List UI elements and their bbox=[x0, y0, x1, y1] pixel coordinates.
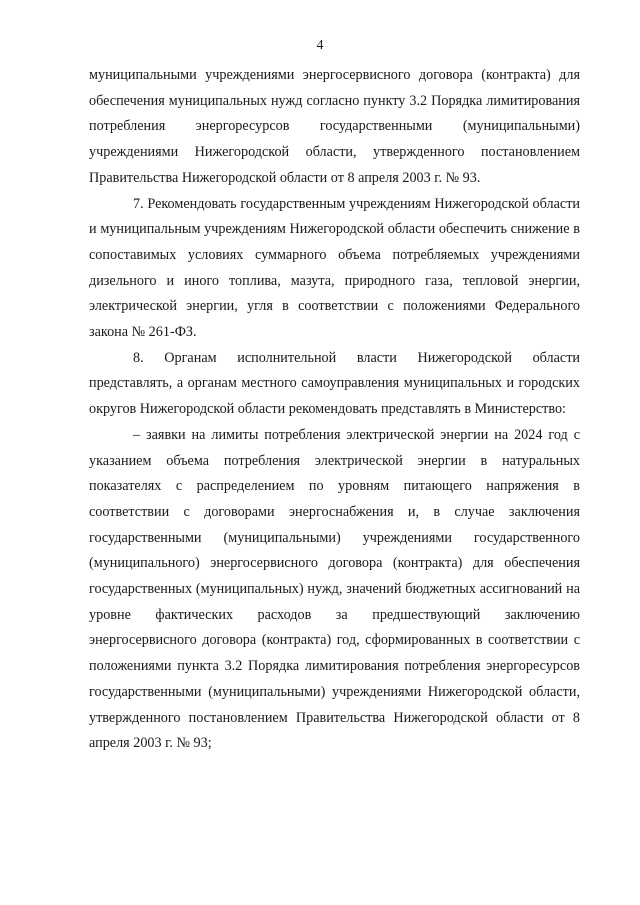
paragraph-continuation: муниципальными учреждениями энергосервисного договора (контракта) для обеспечения муниципальных нужд согласно пункту 3.2 Порядка лимитирования потребления энергоресурсов государственными (муниципальными) учреждениями Нижегородской области, утвержденного постановлением Правительства Нижегородской области от 8 апреля 2003 г. № 93. bbox=[89, 67, 580, 186]
page-number: 4 bbox=[316, 38, 324, 53]
paragraph-item-8: 8. Органам исполнительной власти Нижегородской области представлять, а органам местного самоуправления муниципальных и городских округов Нижегородской области рекомендовать представлять в Министерство: bbox=[89, 349, 580, 418]
paragraph-list-item: – заявки на лимиты потребления электрической энергии на 2024 год с указанием объема потребления электрической энергии в натуральных показателях с распределением по уровням питающего напряжения в соответствии с договорами энергоснабжения и, в случае заключения государственными (муниципальными) учреждениями государственного (муниципального) энергосервисного договора (контракта) для обеспечения государственных (муниципальных) нужд, значений бюджетных ассигнований на уровне фактических расходов за предшествующий заключению энергосервисного договора (контракта) год, сформированных в соответствии с положениями пункта 3.2 Порядка лимитирования потребления энергоресурсов государственными (муниципальными) учреждениями Нижегородской области, утвержденного постановлением Правительства Нижегородской области от 8 апреля 2003 г. № 93; bbox=[89, 426, 580, 752]
document-body bbox=[89, 63, 580, 757]
paragraph-item-7: 7. Рекомендовать государственным учреждениям Нижегородской области и муниципальным учреждениям Нижегородской области обеспечить снижение в сопоставимых условиях суммарного объема потребляемых учреждениями дизельного и иного топлива, мазута, природного газа, тепловой энергии, электрической энергии, угля в соответствии с положениями Федерального закона № 261-ФЗ. bbox=[89, 195, 580, 341]
